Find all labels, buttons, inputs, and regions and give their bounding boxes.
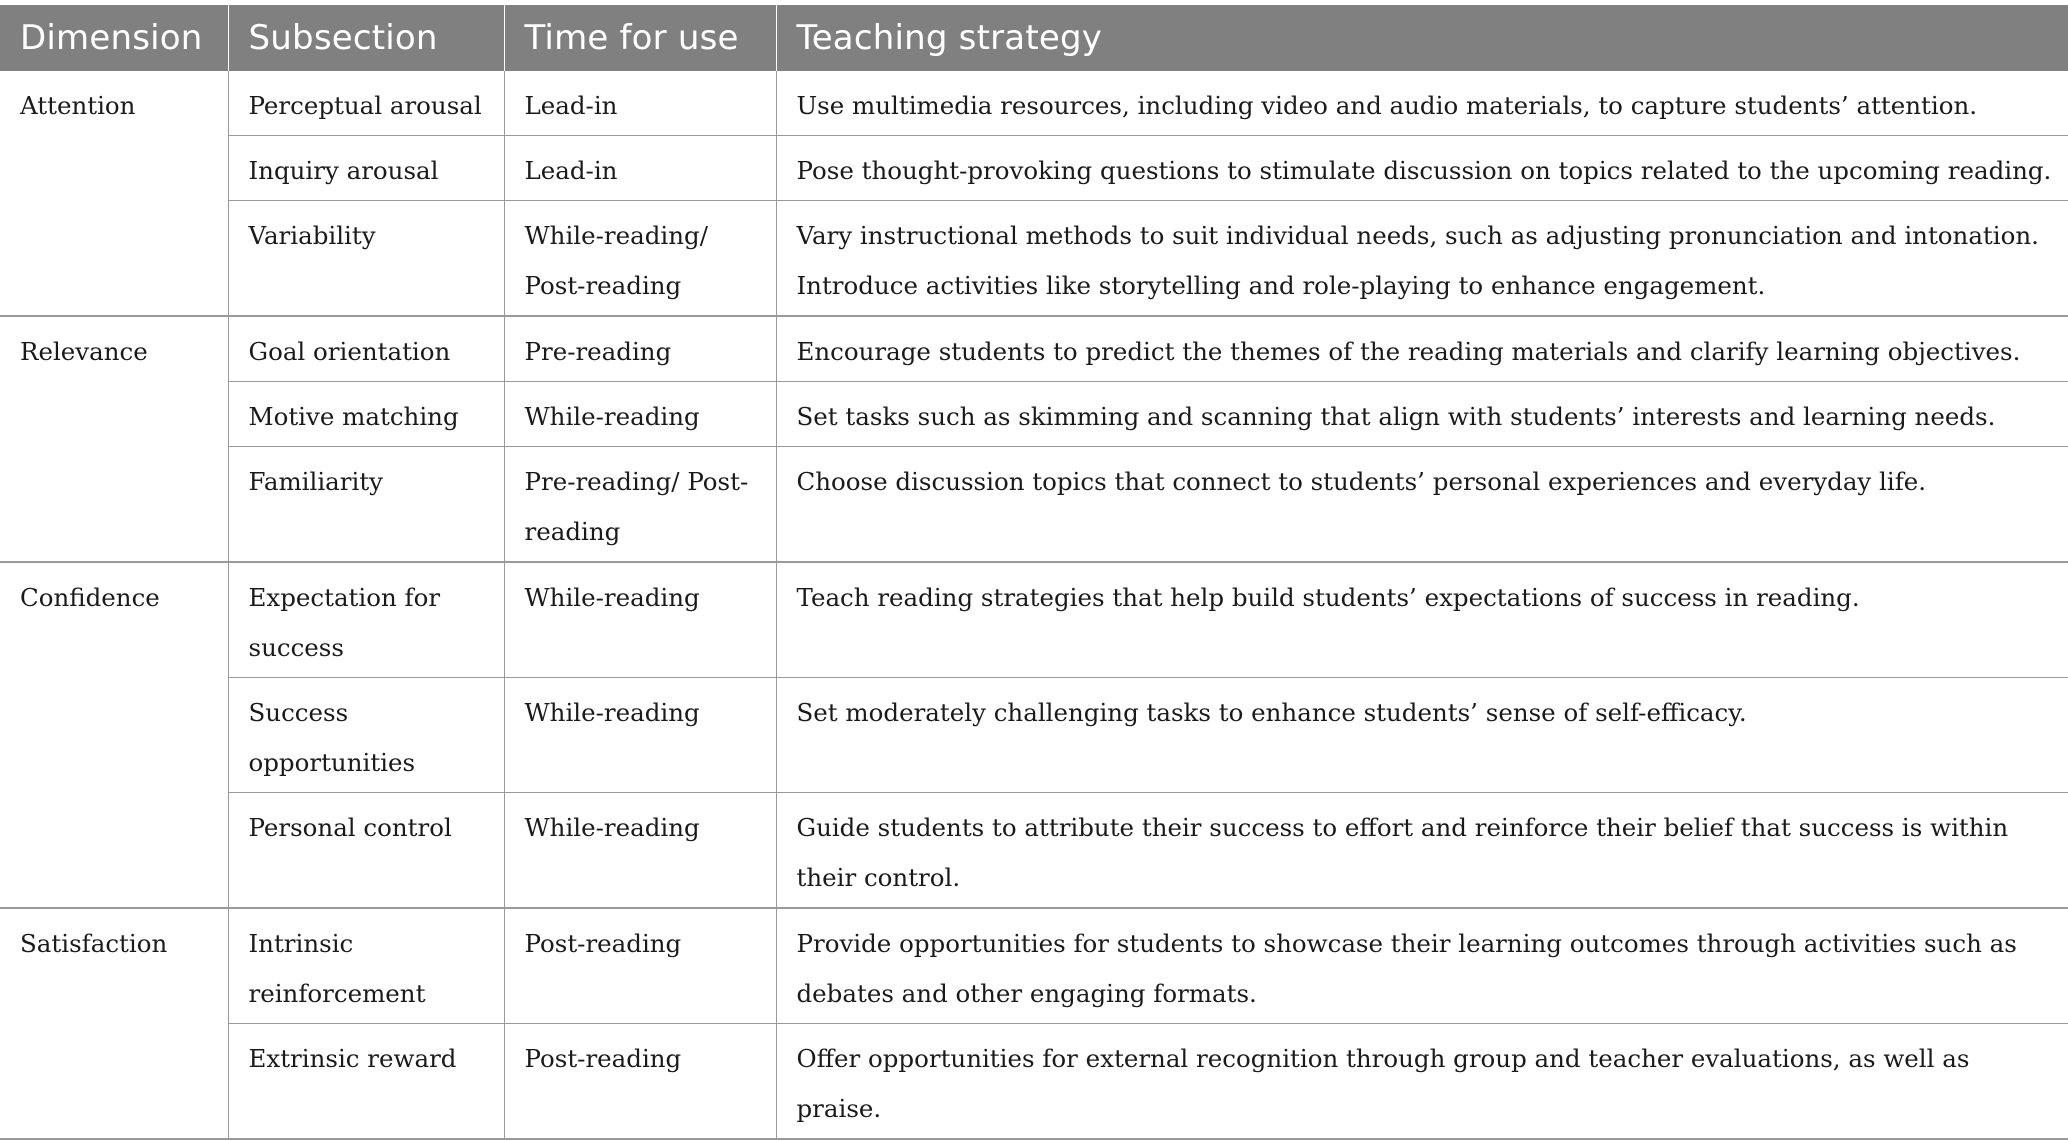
time-cell: Lead-in bbox=[504, 71, 776, 136]
time-cell: While-reading bbox=[504, 382, 776, 447]
table-row bbox=[0, 382, 2068, 447]
time-cell: While-reading bbox=[504, 793, 776, 909]
table-row bbox=[0, 71, 2068, 136]
strategy-cell: Provide opportunities for students to showcase their learning outcomes through activities such as debates and other engaging formats. bbox=[776, 908, 2068, 1024]
subsection-cell: Extrinsic reward bbox=[228, 1024, 504, 1140]
subsection-cell: Expectation for success bbox=[228, 562, 504, 678]
subsection-cell: Success opportunities bbox=[228, 678, 504, 793]
subsection-cell: Inquiry arousal bbox=[228, 136, 504, 201]
time-cell: Post-reading bbox=[504, 1024, 776, 1140]
subsection-cell: Familiarity bbox=[228, 447, 504, 563]
strategy-cell: Pose thought-provoking questions to stimulate discussion on topics related to the upcoming reading. bbox=[776, 136, 2068, 201]
table-row bbox=[0, 1024, 2068, 1140]
time-cell: While-reading bbox=[504, 678, 776, 793]
strategy-cell: Encourage students to predict the themes of the reading materials and clarify learning objectives. bbox=[776, 316, 2068, 382]
dimension-cell-relevance: Relevance bbox=[0, 316, 228, 562]
time-cell: Lead-in bbox=[504, 136, 776, 201]
dimension-cell-confidence: Confidence bbox=[0, 562, 228, 908]
strategy-cell: Offer opportunities for external recognition through group and teacher evaluations, as well as praise. bbox=[776, 1024, 2068, 1140]
strategy-cell: Choose discussion topics that connect to students’ personal experiences and everyday life. bbox=[776, 447, 2068, 563]
strategy-cell: Use multimedia resources, including video and audio materials, to capture students’ attention. bbox=[776, 71, 2068, 136]
table-row bbox=[0, 678, 2068, 793]
header-row bbox=[0, 5, 2068, 71]
subsection-cell: Goal orientation bbox=[228, 316, 504, 382]
table-row bbox=[0, 793, 2068, 909]
strategy-cell: Set tasks such as skimming and scanning that align with students’ interests and learning needs. bbox=[776, 382, 2068, 447]
table-body bbox=[0, 71, 2068, 1139]
subsection-cell: Personal control bbox=[228, 793, 504, 909]
time-cell: Pre-reading bbox=[504, 316, 776, 382]
subsection-cell: Motive matching bbox=[228, 382, 504, 447]
header-teaching-strategy: Teaching strategy bbox=[776, 5, 2068, 71]
header-subsection: Subsection bbox=[228, 5, 504, 71]
subsection-cell: Intrinsic reinforcement bbox=[228, 908, 504, 1024]
dimension-cell-satisfaction: Satisfaction bbox=[0, 908, 228, 1139]
table-row bbox=[0, 908, 2068, 1024]
strategy-cell: Guide students to attribute their success to effort and reinforce their belief that success is within their control. bbox=[776, 793, 2068, 909]
time-cell: Pre-reading/ Post-reading bbox=[504, 447, 776, 563]
time-cell: While-reading bbox=[504, 562, 776, 678]
header-time-for-use: Time for use bbox=[504, 5, 776, 71]
table-row bbox=[0, 447, 2068, 563]
time-cell: Post-reading bbox=[504, 908, 776, 1024]
header-dimension: Dimension bbox=[0, 5, 228, 71]
strategy-cell: Teach reading strategies that help build students’ expectations of success in reading. bbox=[776, 562, 2068, 678]
table-row bbox=[0, 562, 2068, 678]
table-row bbox=[0, 316, 2068, 382]
subsection-cell: Variability bbox=[228, 201, 504, 317]
dimension-cell-attention: Attention bbox=[0, 71, 228, 316]
teaching-strategy-table bbox=[0, 5, 2068, 1140]
time-cell: While-reading/ Post-reading bbox=[504, 201, 776, 317]
strategy-cell: Vary instructional methods to suit individual needs, such as adjusting pronunciation and intonation. Introduce activities like storytelling and role-playing to enhance engagement. bbox=[776, 201, 2068, 317]
subsection-cell: Perceptual arousal bbox=[228, 71, 504, 136]
table-row bbox=[0, 136, 2068, 201]
strategy-cell: Set moderately challenging tasks to enhance students’ sense of self-efficacy. bbox=[776, 678, 2068, 793]
table-header bbox=[0, 5, 2068, 71]
table-row bbox=[0, 201, 2068, 317]
